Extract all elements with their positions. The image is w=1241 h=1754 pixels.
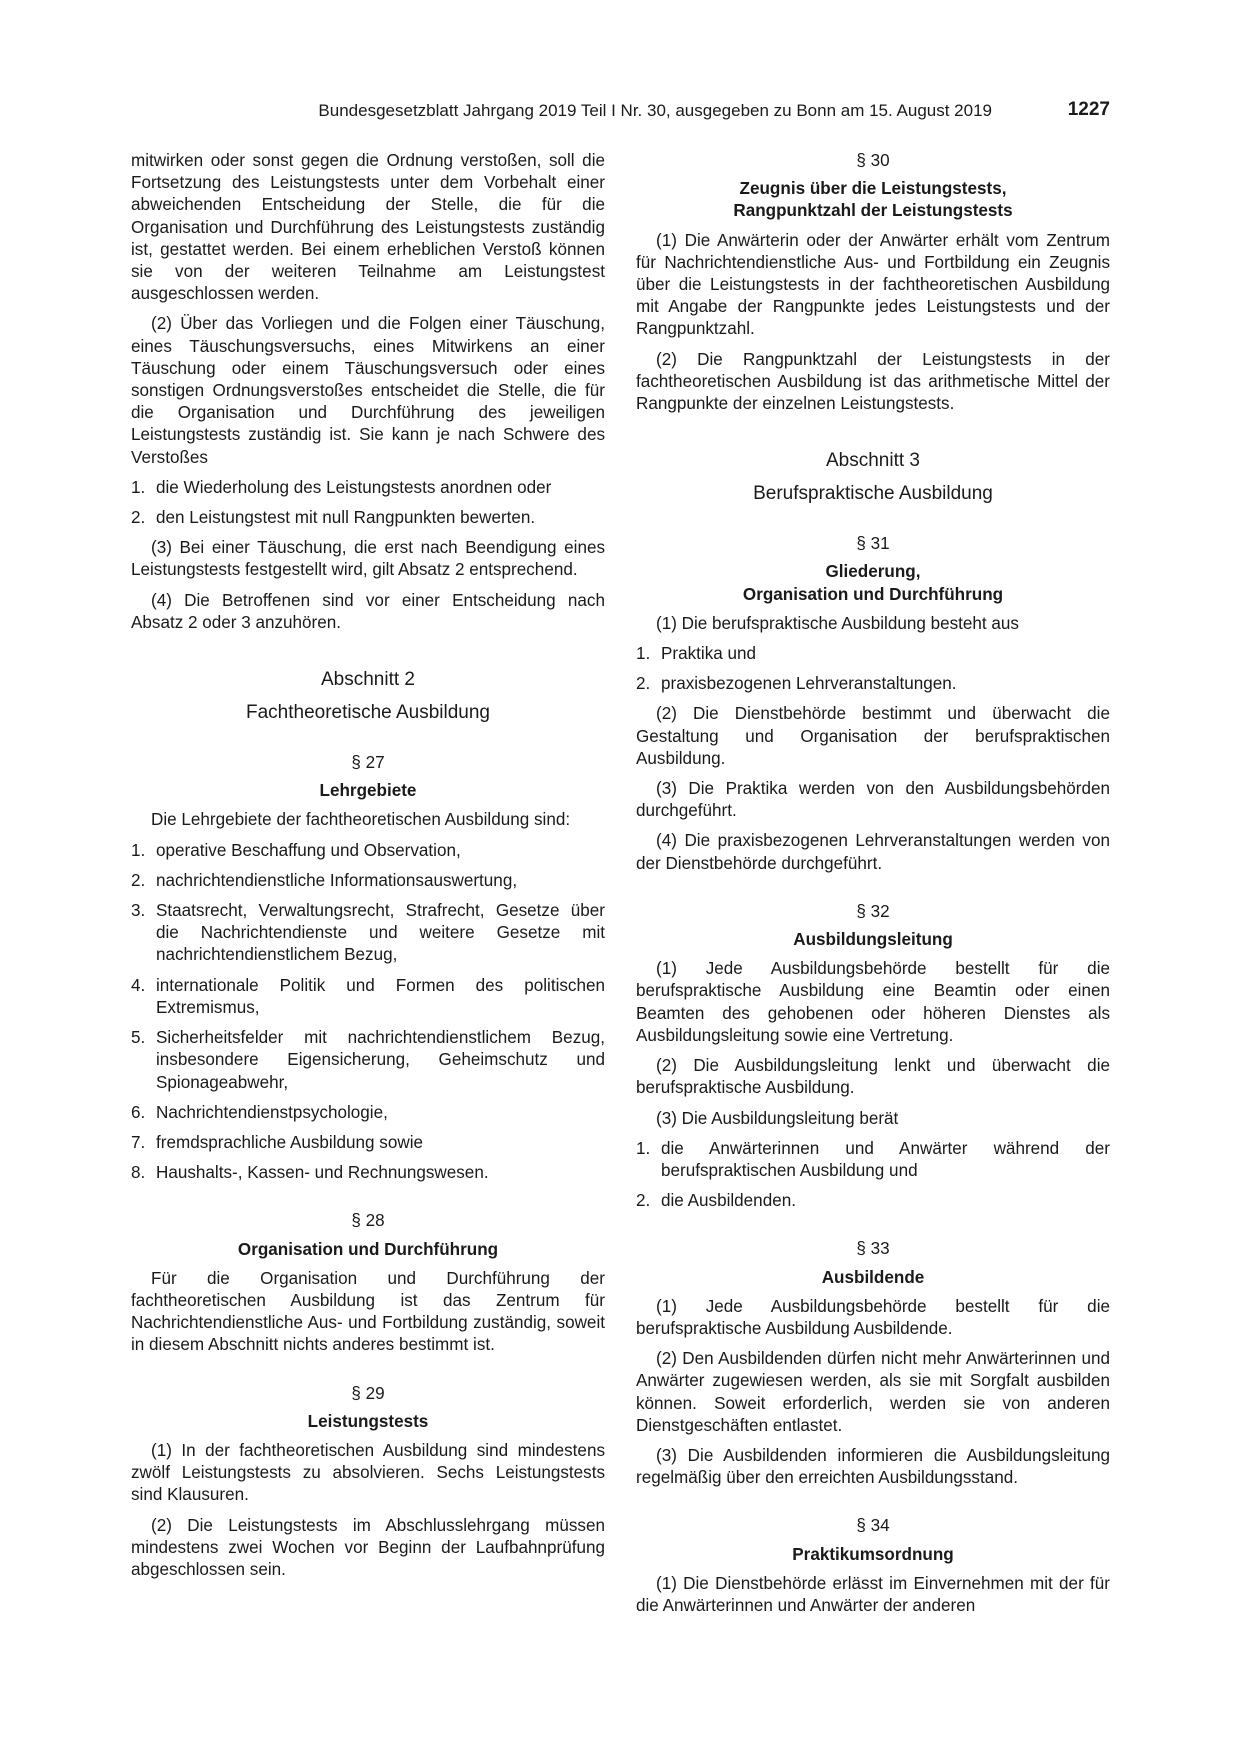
paragraph: (2) Die Dienstbehörde bestimmt und überwacht die Gestaltung und Organisation der berufspraktischen Ausbildung. xyxy=(636,704,1110,768)
list-number: 2. xyxy=(131,870,146,890)
section-number: § 28 xyxy=(351,1211,385,1231)
right-column xyxy=(636,150,1110,1625)
list-item xyxy=(131,1162,605,1184)
section-heading: Lehrgebiete xyxy=(319,781,417,801)
paragraph: Für die Organisation und Durchführung der fachtheoretischen Ausbildung ist das Zentrum für Nachrichtendienstliche Aus- und Fortbildung zuständig, soweit in diesem Abschnitt nichts anderes bestimmt ist. xyxy=(131,1268,605,1355)
list-number: 4. xyxy=(131,975,146,995)
list-text: internationale Politik und Formen des politischen Extremismus, xyxy=(156,975,605,1017)
list-number: 7. xyxy=(131,1132,146,1152)
list-text: die Anwärterinnen und Anwärter während der berufspraktischen Ausbildung und xyxy=(661,1138,1110,1180)
list-text: die Wiederholung des Leistungstests anordnen oder xyxy=(156,477,552,497)
paragraph: (2) Die Leistungstests im Abschlusslehrgang müssen mindestens zwei Wochen vor Beginn der Laufbahnprüfung abgeschlossen sein. xyxy=(131,1515,605,1579)
paragraph: Die Lehrgebiete der fachtheoretischen Ausbildung sind: xyxy=(151,810,571,830)
section-heading xyxy=(636,561,1110,605)
chapter-label: Abschnitt 3 xyxy=(826,450,920,472)
chapter-title: Fachtheoretische Ausbildung xyxy=(246,702,490,724)
section-number: § 32 xyxy=(856,901,890,921)
section-heading-line: Organisation und Durchführung xyxy=(742,584,1004,604)
paragraph: (3) Bei einer Täuschung, die erst nach Beendigung eines Leistungstests festgestellt wird, gilt Absatz 2 entsprechend. xyxy=(131,538,605,580)
list-number: 1. xyxy=(636,1138,651,1158)
list-text: die Ausbildenden. xyxy=(661,1191,796,1211)
paragraph: (1) Jede Ausbildungsbehörde bestellt für die berufspraktische Ausbildung eine Beamtin oder einen Beamten des gehobenen oder höheren Dienstes als Ausbildungsleitung sowie eine Vertretung. xyxy=(636,959,1110,1045)
list-item xyxy=(131,477,605,499)
section-heading-line: Rangpunktzahl der Leistungstests xyxy=(733,201,1013,221)
list-text: praxisbezogenen Lehrveranstaltungen. xyxy=(661,674,957,694)
list-number: 6. xyxy=(131,1102,146,1122)
chapter-label: Abschnitt 2 xyxy=(321,669,415,691)
paragraph: (3) Die Ausbildenden informieren die Ausbildungsleitung regelmäßig über den erreichten Ausbildungsstand. xyxy=(636,1445,1110,1488)
list-number: 2. xyxy=(636,1191,651,1211)
page-number: 1227 xyxy=(1067,99,1110,120)
paragraph: (4) Die Betroffenen sind vor einer Entscheidung nach Absatz 2 oder 3 anzuhören. xyxy=(131,590,605,632)
section-number: § 27 xyxy=(351,753,385,773)
list-item xyxy=(636,673,1110,695)
running-title: Bundesgesetzblatt Jahrgang 2019 Teil I Nr. 30, ausgegeben zu Bonn am 15. August 2019 xyxy=(318,101,992,120)
paragraph: (4) Die praxisbezogenen Lehrveranstaltungen werden von der Dienstbehörde durchgeführt. xyxy=(636,831,1110,873)
list-item xyxy=(131,1132,605,1154)
list-text: Nachrichtendienstpsychologie, xyxy=(156,1102,388,1122)
list-item xyxy=(131,1102,605,1124)
list-text: Haushalts-, Kassen- und Rechnungswesen. xyxy=(156,1163,489,1183)
paragraph: (1) Jede Ausbildungsbehörde bestellt für die berufspraktische Ausbildung Ausbildende. xyxy=(636,1296,1110,1338)
list-item xyxy=(131,1027,605,1094)
list-item xyxy=(636,1138,1110,1182)
list-number: 1. xyxy=(131,840,146,860)
section-heading: Organisation und Durchführung xyxy=(237,1239,499,1259)
paragraph: (3) Die Ausbildungsleitung berät xyxy=(656,1108,899,1128)
list-text: Praktika und xyxy=(661,644,757,664)
section-number: § 33 xyxy=(856,1239,890,1259)
list-item xyxy=(636,643,1110,665)
list-text: fremdsprachliche Ausbildung sowie xyxy=(156,1132,423,1152)
paragraph: (2) Die Ausbildungsleitung lenkt und überwacht die berufspraktische Ausbildung. xyxy=(636,1056,1110,1098)
paragraph: (1) Die berufspraktische Ausbildung besteht aus xyxy=(656,613,1019,633)
list-number: 8. xyxy=(131,1163,146,1183)
paragraph: (1) Die Dienstbehörde erlässt im Einvernehmen mit der für die Anwärterinnen und Anwärter der anderen xyxy=(636,1573,1110,1615)
list-text: Staatsrecht, Verwaltungsrecht, Strafrecht, Gesetze über die Nachrichtendienste und weitere Gesetze mit nachrichtendienstlichem Bezug, xyxy=(156,901,605,965)
list-number: 2. xyxy=(131,508,146,528)
paragraph: (3) Die Praktika werden von den Ausbildungsbehörden durchgeführt. xyxy=(636,779,1110,821)
paragraph: (2) Die Rangpunktzahl der Leistungstests in der fachtheoretischen Ausbildung ist das arithmetische Mittel der Rangpunkte der einzelnen Leistungstests. xyxy=(636,349,1110,414)
left-column xyxy=(131,150,605,1589)
paragraph: (2) Über das Vorliegen und die Folgen einer Täuschung, eines Täuschungsversuchs, eines Mitwirkens an einer Täuschung oder einem Täuschungsversuch oder eines sonstigen Ordnungsverstoßes entscheidet die Stelle, die für die Organisation und Durchführung des jeweiligen Leistungstests zuständig ist. Sie kann je nach Schwere des Verstoßes xyxy=(131,314,605,467)
list-item xyxy=(131,900,605,967)
list-text: Sicherheitsfelder mit nachrichtendienstlichem Bezug, insbesondere Eigensicherung, Geheimschutz und Spionageabwehr, xyxy=(156,1028,605,1092)
list-number: 1. xyxy=(131,477,146,497)
section-number: § 31 xyxy=(856,534,890,554)
list-number: 2. xyxy=(636,674,651,694)
section-heading: Ausbildende xyxy=(821,1267,925,1287)
section-heading: Praktikumsordnung xyxy=(792,1544,954,1564)
list-item xyxy=(131,975,605,1019)
paragraph: (1) Die Anwärterin oder der Anwärter erhält vom Zentrum für Nachrichtendienstliche Aus- und Fortbildung ein Zeugnis über die Leistungstests in der fachtheoretischen Ausbildung mit Angabe der Rangpunkte jedes Leistungstests und der Rangpunktzahl. xyxy=(636,230,1110,339)
chapter-title: Berufspraktische Ausbildung xyxy=(753,483,993,505)
list-number: 5. xyxy=(131,1028,146,1048)
list-number: 1. xyxy=(636,644,651,664)
section-heading: Ausbildungsleitung xyxy=(793,930,953,950)
list-number: 3. xyxy=(131,901,146,921)
list-item xyxy=(131,840,605,862)
paragraph: (1) In der fachtheoretischen Ausbildung sind mindestens zwölf Leistungstests zu absolvieren. Sechs Leistungstests sind Klausuren. xyxy=(131,1440,605,1505)
list-item xyxy=(131,507,605,529)
list-text: operative Beschaffung und Observation, xyxy=(156,840,461,860)
section-heading xyxy=(636,178,1110,222)
section-number: § 29 xyxy=(351,1383,385,1403)
list-item xyxy=(131,870,605,892)
list-text: den Leistungstest mit null Rangpunkten bewerten. xyxy=(156,508,536,528)
section-heading-line: Gliederung, xyxy=(825,562,921,582)
section-heading-line: Zeugnis über die Leistungstests, xyxy=(739,179,1007,199)
section-number: § 34 xyxy=(856,1516,890,1536)
paragraph: (2) Den Ausbildenden dürfen nicht mehr Anwärterinnen und Anwärter zugewiesen werden, als sie mit Sorgfalt ausbilden können. Soweit erforderlich, werden sie von anderen Dienstgeschäften entlastet. xyxy=(636,1349,1110,1435)
section-number: § 30 xyxy=(856,151,890,170)
list-item xyxy=(636,1190,1110,1212)
list-text: nachrichtendienstliche Informationsauswertung, xyxy=(156,870,518,890)
continued-paragraph: mitwirken oder sonst gegen die Ordnung verstoßen, soll die Fortsetzung des Leistungstests unter dem Vorbehalt einer abweichenden Entscheidung der Stelle, die für die Organisation und Durchführung des Leistungstests zuständig ist, gestattet werden. Bei einem erheblichen Verstoß können sie von der weiteren Teilnahme am Leistungstest ausgeschlossen werden. xyxy=(131,151,605,304)
section-heading: Leistungstests xyxy=(307,1411,429,1431)
